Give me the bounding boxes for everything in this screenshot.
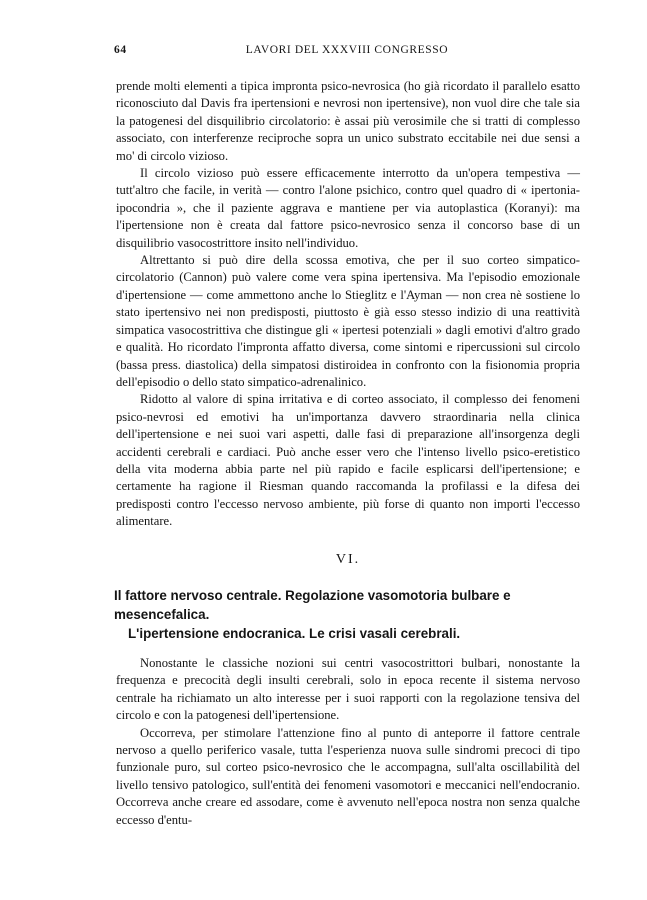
body-text <box>116 78 580 829</box>
section-title-line-2: L'ipertensione endocranica. Le crisi vasali cerebrali. <box>128 625 461 641</box>
paragraph-5: Nonostante le classiche nozioni sui centri vasocostrittori bulbari, nonostante la frequenza e precocità degli insulti cerebrali, solo in epoca recente il sistema nervoso centrale ha richiamato un alto interesse per i suoi rapporti con la regolazione tensiva del circolo e con la patogenesi dell'ipertensione. <box>116 655 580 723</box>
section-title <box>114 586 586 643</box>
paragraph-1: prende molti elementi a tipica impronta psico-nevrosica (ho già ricordato il parallelo esatto riconosciuto dal Davis fra ipertensioni e nevrosi non ipertensive), non vuol dire che tale sia la patogenesi del disquilibrio circolatorio: è assai più verosimile che si tratti di complesso associato, con interferenze reciproche sopra un unico substrato eccitabile nei due sensi a mo' di circolo vizioso. <box>116 79 580 163</box>
running-title: LAVORI DEL XXXVIII CONGRESSO <box>245 44 449 56</box>
paragraph-4: Ridotto al valore di spina irritativa e di corteo associato, il complesso dei fenomeni psico-nevrosi ed emotivi ha un'importanza davvero straordinaria nella clinica dell'ipertensione e nei suoi vari aspetti, dalle fasi di preparazione all'insorgenza degli accidenti cerebrali e cardiaci. Può anche esser vero che l'intenso livello psico-eretistico della vita moderna abbia parte nel più rapido e facile esplicarsi dell'ipertensione; e certamente ha ragione il Riesman quando raccomanda la profilassi e la difesa dei predisposti contro l'eccesso nervoso ambiente, più forse di quanto non importi l'eccesso alimentare. <box>116 392 580 529</box>
section-title-line-1: Il fattore nervoso centrale. Regolazione vasomotoria bulbare e mesencefalica. <box>114 587 511 622</box>
paragraph-6: Occorreva, per stimolare l'attenzione fino al punto di anteporre il fattore centrale nervoso a quello periferico vasale, tutta l'esperienza nuova sulle sindromi precoci di tipo funzionale puro, sul corteo psico-nevrosico che le accompagna, sull'alta oscillabilità del livello tensivo patologico, sull'entità dei fenomeni vasomotori e meccanici nell'endocranio. Occorreva anche creare ed assodare, come è avvenuto nell'epoca nostra non senza qualche eccesso d'entu- <box>116 725 580 827</box>
section-number: VI. <box>335 551 361 567</box>
paragraph-2: Il circolo vizioso può essere efficacemente interrotto da un'opera tempestiva — tutt'altro che facile, in verità — contro l'alone psichico, contro quel quadro di « ipertonia-ipocondria », che il paziente aggrava e mantiene per via autoplastica (Koranyi): ma l'ipertensione non è creata dal fattore psico-nevrosico senza il concorso base di un disquilibrio vasocostrittore insito nell'individuo. <box>116 166 580 250</box>
paragraph-3: Altrettanto si può dire della scossa emotiva, che per il suo corteo simpatico-circolatorio (Cannon) può valere come vera spina ipertensiva. Ma l'episodio emozionale d'ipertensione — come ammettono anche lo Stieglitz e l'Ayman — non crea nè sostiene lo stato ipertensivo nei non predisposti, piuttosto è già esso stesso indizio di una reattività simpatica vasocostrittiva che distingue gli « ipertesi potenziali » dagli emotivi d'altro grado e qualità. Ho ricordato l'impronta affatto diversa, come sintomi e ripercussioni sul circolo (bassa press. diastolica) della simpatosi distiroidea in confronto con la fisionomia propria dell'episodio o dello stato simpatico-adrenalinico. <box>116 253 580 389</box>
page-header <box>114 44 580 60</box>
page-number: 64 <box>114 44 127 56</box>
